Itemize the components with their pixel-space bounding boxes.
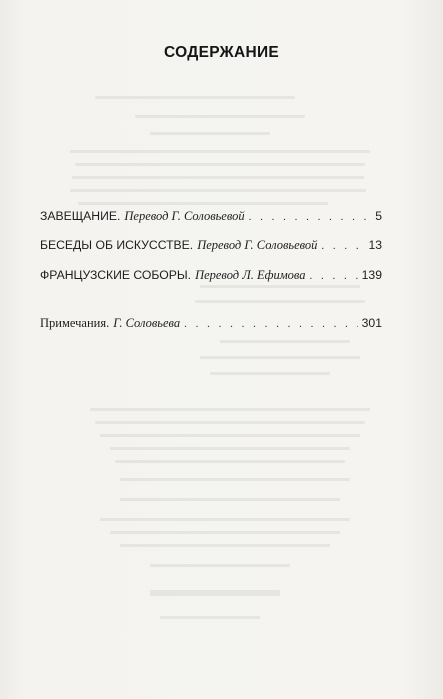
toc-entry-page: 13	[368, 238, 382, 252]
dot-leader	[310, 270, 358, 282]
toc-entry-title: ФРАНЦУЗСКИЕ СОБОРЫ.	[40, 268, 192, 282]
toc-entry-title: БЕСЕДЫ ОБ ИСКУССТВЕ.	[40, 238, 194, 252]
toc-entry-translator: Перевод Л. Ефимова	[195, 268, 306, 282]
toc-entry-title: ЗАВЕЩАНИЕ.	[40, 209, 121, 223]
toc-entry-testament[interactable]	[40, 209, 382, 227]
toc-entry-page: 139	[361, 268, 382, 282]
toc-entry-title: Примечания.	[40, 316, 110, 330]
toc-entry-conversations[interactable]	[40, 238, 382, 256]
contents-heading: СОДЕРЖАНИЕ	[163, 44, 280, 61]
toc-entry-notes[interactable]	[40, 316, 382, 334]
toc-entry-page: 301	[361, 316, 382, 330]
dot-leader	[184, 318, 358, 330]
toc-entry-translator: Перевод Г. Соловьевой	[197, 238, 318, 252]
toc-entry-translator: Перевод Г. Соловьевой	[124, 209, 245, 223]
toc-entry-cathedrals[interactable]	[40, 268, 382, 286]
dot-leader	[321, 240, 364, 252]
toc-entry-page: 5	[375, 209, 382, 223]
dot-leader	[249, 211, 372, 223]
toc-entry-translator: Г. Соловьева	[113, 316, 181, 330]
